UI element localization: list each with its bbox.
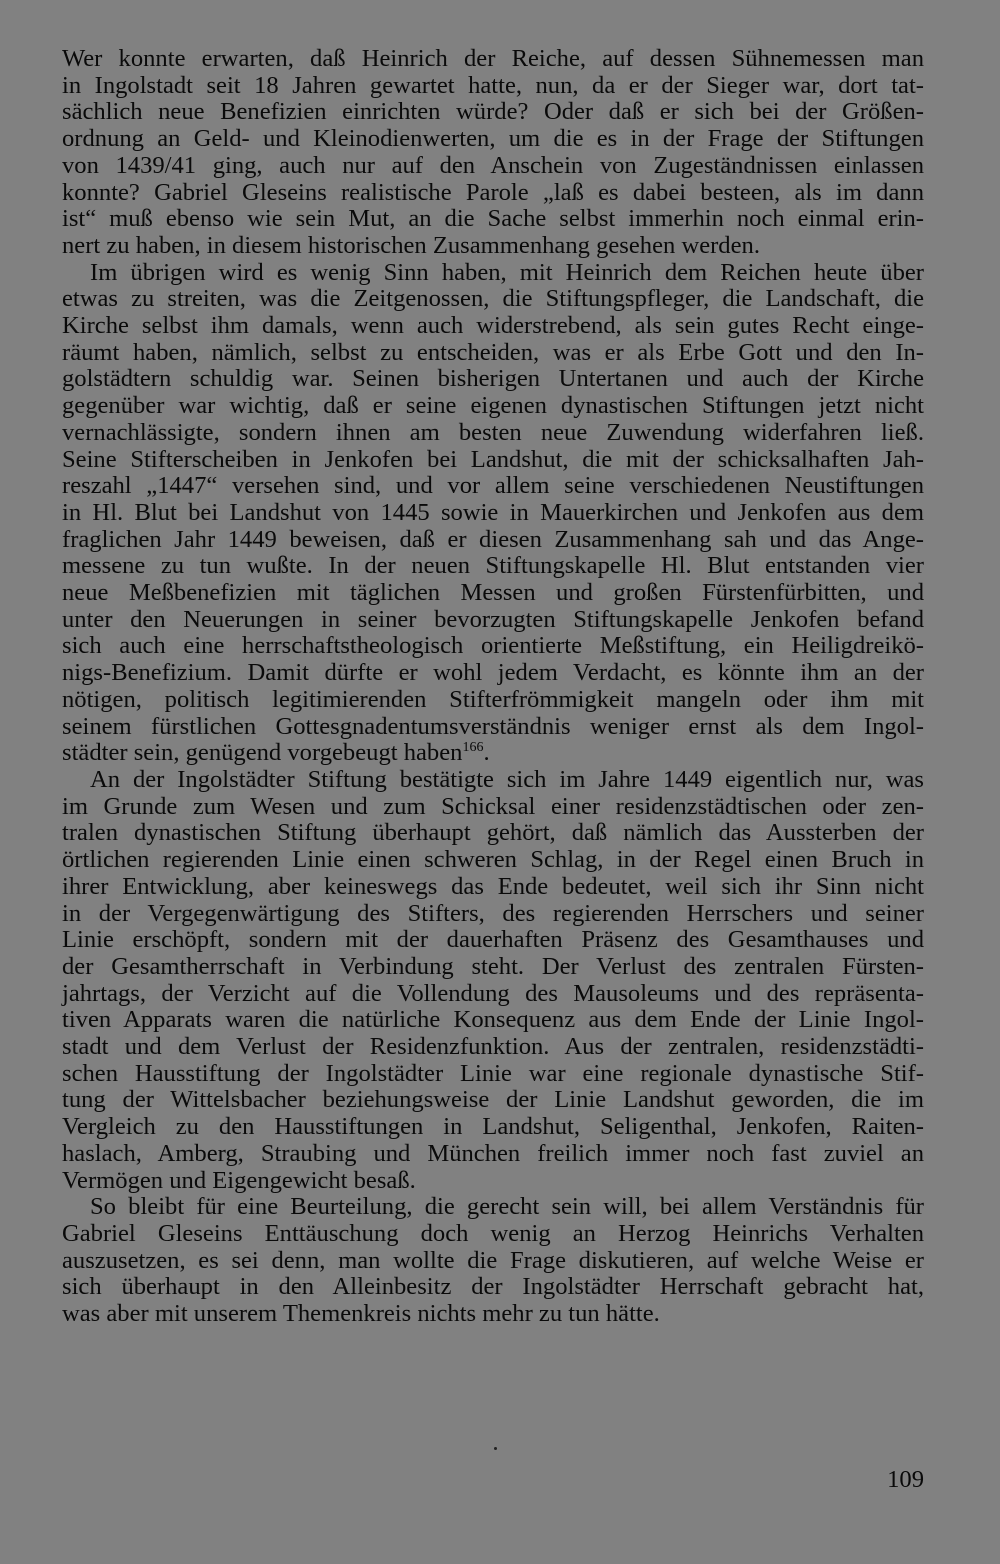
text-line: ordnung an Geld- und Kleinodienwerten, um die es in der Frage der Stiftungen (62, 125, 924, 153)
ink-dot (494, 1447, 497, 1450)
text-line: stadt und dem Verlust der Residenzfunktion. Aus der zentralen, residenzstädti- (62, 1033, 924, 1061)
text-line: nigs-Benefizium. Damit dürfte er wohl jedem Verdacht, es könnte ihm an der (62, 659, 924, 687)
text-line: seinem fürstlichen Gottesgnadentumsverständnis weniger ernst als dem Ingol- (62, 712, 924, 740)
text-line: in Hl. Blut bei Landshut von 1445 sowie in Mauerkirchen und Jenkofen aus dem (62, 498, 924, 526)
text-line: Gabriel Gleseins Enttäuschung doch wenig an Herzog Heinrichs Verhalten (62, 1219, 924, 1247)
text-line: räumt haben, nämlich, selbst zu entscheiden, was er als Erbe Gott und den In- (62, 338, 924, 366)
text-line: was aber mit unserem Themenkreis nichts mehr zu tun hätte. (62, 1300, 660, 1328)
text-line: im Grunde zum Wesen und zum Schicksal einer residenzstädtischen oder zen- (62, 792, 924, 820)
text-line: ihrer Entwicklung, aber keineswegs das Ende bedeutet, weil sich ihr Sinn nicht (62, 872, 924, 900)
text-line: fraglichen Jahr 1449 beweisen, daß er diesen Zusammenhang sah und das Ange- (62, 525, 924, 553)
text-line: von 1439/41 ging, auch nur auf den Anschein von Zugeständnissen einlassen (62, 151, 924, 179)
text-line: vernachlässigte, sondern ihnen am besten neue Zuwendung widerfahren ließ. (62, 418, 924, 446)
text-line: jahrtags, der Verzicht auf die Vollendung des Mausoleums und des repräsenta- (62, 979, 924, 1007)
text-line: reszahl „1447“ versehen sind, und vor allem seine verschiedenen Neustiftungen (62, 472, 924, 500)
line-end: . (483, 739, 490, 767)
text-line: tung der Wittelsbacher beziehungsweise der Linie Landshut geworden, die im (62, 1086, 924, 1114)
text-line: Linie erschöpft, sondern mit der dauerhaften Präsenz des Gesamthauses und (62, 926, 924, 954)
text-line: unter den Neuerungen in seiner bevorzugten Stiftungskapelle Jenkofen befand (62, 605, 924, 633)
line-text: städter sein, genügend vorgebeugt haben (62, 739, 463, 767)
text-line: auszusetzen, es sei denn, man wollte die Frage diskutieren, auf welche Weise er (62, 1246, 924, 1274)
text-line: sächlich neue Benefizien einrichten würde? Oder daß er sich bei der Größen- (62, 98, 924, 126)
text-line: in Ingolstadt seit 18 Jahren gewartet hatte, nun, da er der Sieger war, dort tat- (62, 71, 924, 99)
text-line: sich überhaupt in den Alleinbesitz der Ingolstädter Herrschaft gebracht hat, (62, 1273, 924, 1301)
text-line: nert zu haben, in diesem historischen Zusammenhang gesehen werden. (62, 231, 760, 259)
text-line: schen Hausstiftung der Ingolstädter Linie war eine regionale dynastische Stif- (62, 1059, 924, 1087)
text-line: Im übrigen wird es wenig Sinn haben, mit Heinrich dem Reichen heute über (90, 258, 924, 286)
text-line (62, 740, 924, 767)
text-line: Vermögen und Eigengewicht besaß. (62, 1166, 416, 1194)
text-line: Wer konnte erwarten, daß Heinrich der Reiche, auf dessen Sühnemessen man (62, 45, 924, 72)
text-line: ist“ muß ebenso wie sein Mut, an die Sache selbst immerhin noch einmal erin- (62, 205, 924, 233)
text-line: tiven Apparats waren die natürliche Konsequenz aus dem Ende der Linie Ingol- (62, 1006, 924, 1034)
text-line: gegenüber war wichtig, daß er seine eigenen dynastischen Stiftungen jetzt nicht (62, 392, 924, 420)
text-line: der Gesamtherrschaft in Verbindung steht. Der Verlust des zentralen Fürsten- (62, 952, 924, 980)
text-line: in der Vergegenwärtigung des Stifters, des regierenden Herrschers und seiner (62, 899, 924, 927)
text-line: neue Meßbenefizien mit täglichen Messen und großen Fürstenfürbitten, und (62, 579, 924, 607)
text-line: An der Ingolstädter Stiftung bestätigte sich im Jahre 1449 eigentlich nur, was (90, 765, 924, 793)
footnote-marker[interactable]: 166 (462, 740, 484, 756)
text-line: So bleibt für eine Beurteilung, die gerecht sein will, bei allem Verständnis für (90, 1193, 924, 1221)
text-line: haslach, Amberg, Straubing und München freilich immer noch fast zuviel an (62, 1139, 924, 1167)
paragraph-2 (62, 260, 924, 767)
text-line: örtlichen regierenden Linie einen schweren Schlag, in der Regel einen Bruch in (62, 846, 924, 874)
text-line: Kirche selbst ihm damals, wenn auch widerstrebend, als sein gutes Recht einge- (62, 312, 924, 340)
text-line: golstädtern schuldig war. Seinen bisherigen Untertanen und auch der Kirche (62, 365, 924, 393)
text-line: tralen dynastischen Stiftung überhaupt gehört, daß nämlich das Aussterben der (62, 819, 924, 847)
paragraph-1 (62, 46, 924, 260)
text-line: Vergleich zu den Hausstiftungen in Landshut, Seligenthal, Jenkofen, Raiten- (62, 1113, 924, 1141)
text-line: etwas zu streiten, was die Zeitgenossen, die Stiftungspfleger, die Landschaft, die (62, 285, 924, 313)
paragraph-3 (62, 767, 924, 1194)
text-line: Seine Stifterscheiben in Jenkofen bei Landshut, die mit der schicksalhaften Jah- (62, 445, 924, 473)
text-body (62, 46, 924, 1328)
text-line: messene zu tun wußte. In der neuen Stiftungskapelle Hl. Blut entstanden vier (62, 552, 924, 580)
paragraph-4 (62, 1194, 924, 1328)
text-line: sich auch eine herrschaftstheologisch orientierte Meßstiftung, ein Heiligdreikö- (62, 632, 924, 660)
text-line: konnte? Gabriel Gleseins realistische Parole „laß es dabei besteen, als im dann (62, 178, 924, 206)
page-number: 109 (887, 1466, 924, 1493)
text-line: nötigen, politisch legitimierenden Stifterfrömmigkeit mangeln oder ihm mit (62, 685, 924, 713)
